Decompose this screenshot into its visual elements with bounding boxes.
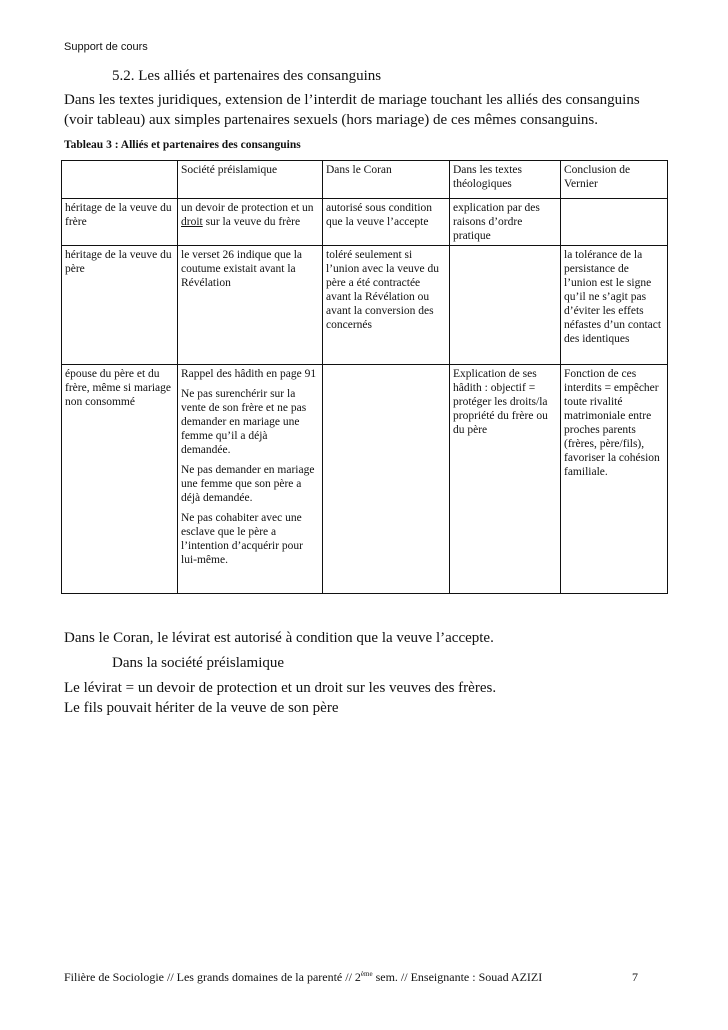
cell-vernier: la tolérance de la persistance de l’union est le signe qu’il ne s’agit pas d’éviter les effets néfastes d’un contact des identiques: [561, 246, 668, 365]
cell-paragraph: Rappel des hâdith en page 91: [181, 368, 317, 380]
cell-theological: Explication de ses hâdith : objectif = protéger les droits/la propriété du frère ou du père: [450, 365, 561, 594]
footer-text-end: sem. // Enseignante : Souad AZIZI: [372, 970, 543, 984]
cell-text: un devoir de protection et un: [181, 202, 314, 214]
levirat-coran-paragraph: Dans le Coran, le lévirat est autorisé à condition que la veuve l’accepte.: [64, 630, 494, 646]
cell-theological: explication par des raisons d’ordre pratique: [450, 199, 561, 246]
cell-preislamic: le verset 26 indique que la coutume existait avant la Révélation: [178, 246, 323, 365]
cell-vernier: Fonction de ces interdits = empêcher toute rivalité matrimoniale entre proches parents (frères, père/fils), favoriser la cohésion familiale.: [561, 365, 668, 594]
cell-coran: autorisé sous condition que la veuve l’accepte: [323, 199, 450, 246]
section-heading: 5.2. Les alliés et partenaires des consanguins: [112, 68, 382, 84]
row-label: héritage de la veuve du frère: [62, 199, 178, 246]
row-label: héritage de la veuve du père: [62, 246, 178, 365]
table-caption: Tableau 3 : Alliés et partenaires des consanguins: [64, 139, 301, 151]
row-label: épouse du père et du frère, même si mariage non consommé: [62, 365, 178, 594]
intro-line-2: (voir tableau) aux simples partenaires sexuels (hors mariage) de ces mêmes consanguins.: [64, 111, 598, 128]
page-number: 7: [632, 970, 638, 984]
cell-coran: [323, 365, 450, 594]
page-footer: [64, 970, 664, 985]
table-row: [62, 246, 668, 365]
cell-coran: toléré seulement si l’union avec la veuve du père a été contractée avant la Révélation ou avant la conversion des concernés: [323, 246, 450, 365]
cell-paragraph: Ne pas surenchérir sur la vente de son frère et ne pas demander en mariage une femme qu’il a déjà demandée.: [181, 388, 307, 456]
header-cell-vernier: Conclusion de Vernier: [561, 161, 668, 199]
running-header: Support de cours: [64, 41, 148, 53]
underlined-word: droit: [181, 216, 203, 228]
intro-line-1: Dans les textes juridiques, extension de l’interdit de mariage touchant les alliés des consanguins: [64, 92, 640, 108]
header-cell-theological: Dans les textes théologiques: [450, 161, 561, 199]
allies-table: [61, 160, 668, 594]
cell-paragraph: Ne pas demander en mariage une femme que son père a déjà demandée.: [181, 464, 315, 504]
footer-text: Filière de Sociologie // Les grands domaines de la parenté // 2: [64, 970, 361, 984]
header-cell-empty: [62, 161, 178, 199]
levirat-paragraph: [64, 679, 496, 718]
cell-vernier: [561, 199, 668, 246]
cell-paragraph: Ne pas cohabiter avec une esclave que le père a l’intention d’acquérir pour lui-même.: [181, 512, 303, 566]
header-cell-preislamic: Société préislamique: [178, 161, 323, 199]
table-header-row: [62, 161, 668, 199]
cell-preislamic: [178, 199, 323, 246]
cell-theological: [450, 246, 561, 365]
intro-paragraph: [64, 91, 664, 130]
preislamic-subheading: Dans la société préislamique: [112, 655, 285, 671]
levirat-line-2: Le fils pouvait hériter de la veuve de son père: [64, 699, 339, 716]
table-row: [62, 365, 668, 594]
footer-superscript: ème: [360, 970, 373, 978]
cell-text: sur la veuve du frère: [202, 216, 301, 228]
table-row: [62, 199, 668, 246]
header-cell-coran: Dans le Coran: [323, 161, 450, 199]
cell-preislamic: [178, 365, 323, 594]
levirat-line-1: Le lévirat = un devoir de protection et un droit sur les veuves des frères.: [64, 680, 497, 696]
